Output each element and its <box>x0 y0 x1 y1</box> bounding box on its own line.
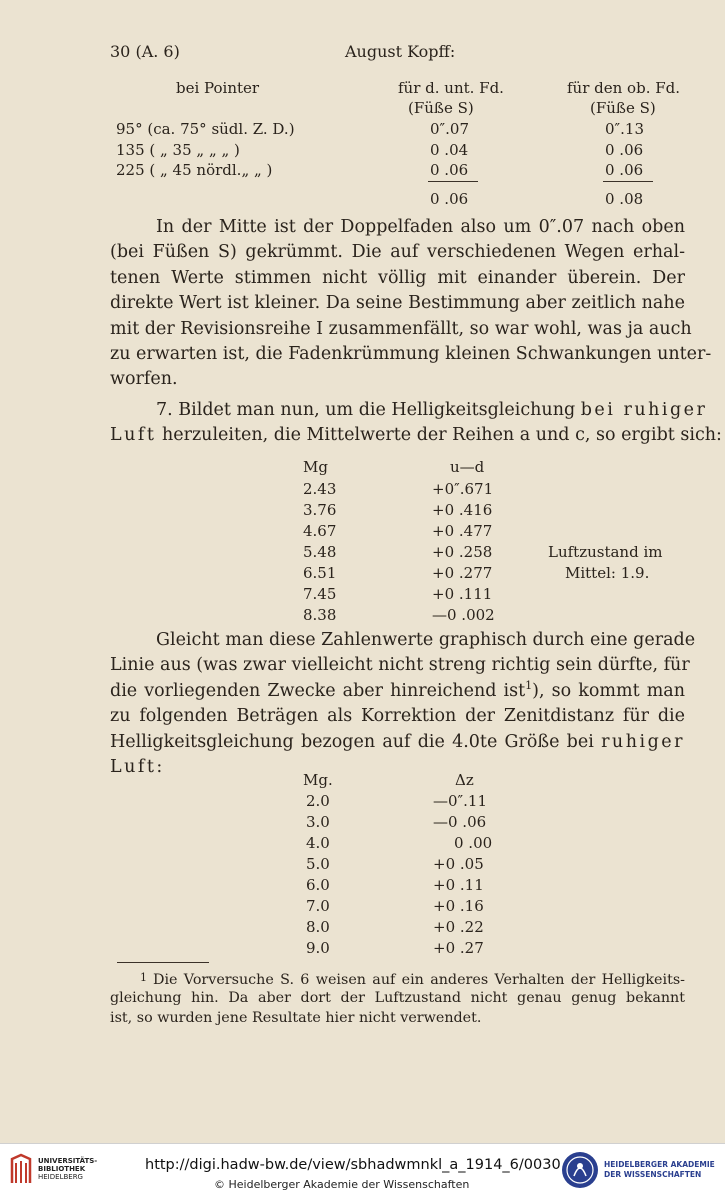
table-cell: 0 .06 <box>605 161 644 179</box>
table-cell: 7.45 <box>303 585 337 603</box>
table-cell: 5.48 <box>303 543 337 561</box>
table-cell: 6.0 <box>306 876 330 894</box>
footnote-ref: 1 <box>525 678 533 692</box>
logo-line: BIBLIOTHEK <box>38 1165 86 1173</box>
table-cell: 8.0 <box>306 918 330 936</box>
spaced-emphasis: bei ruhiger <box>580 400 708 420</box>
library-logo-icon <box>8 1153 34 1185</box>
table-cell: 0 .04 <box>430 141 469 159</box>
logo-line: UNIVERSITÄTS- <box>38 1157 98 1165</box>
table-header-delta-z: Δz <box>455 771 474 789</box>
text-line <box>110 398 708 423</box>
spaced-emphasis: Luft <box>110 425 157 446</box>
text-line: zu erwarten ist, die Fadenkrümmung kleinen Schwankungen unter- <box>110 343 712 364</box>
table-cell: +0 .477 <box>432 522 493 540</box>
text-line: worfen. <box>110 369 178 390</box>
table-row-label: 225 ( „ 45 nördl.„ „ ) <box>116 161 273 179</box>
table-cell: —0 .06 <box>433 813 487 831</box>
table-row-label: 135 ( „ 35 „ „ „ ) <box>116 141 240 159</box>
text-line: In der Mitte ist der Doppelfaden also um 0″.07 nach oben <box>156 217 685 237</box>
academy-seal-icon <box>560 1150 600 1190</box>
table-cell: +0 .11 <box>433 876 484 894</box>
table-cell: 0 .00 <box>454 834 493 852</box>
table-cell: +0 .22 <box>433 918 484 936</box>
table-cell: —0 .002 <box>432 606 495 624</box>
spaced-emphasis: ruhiger <box>601 731 685 752</box>
table-cell: 5.0 <box>306 855 330 873</box>
page-permalink[interactable]: http://digi.hadw-bw.de/view/sbhadwmnkl_a_1914_6/0030 <box>145 1157 561 1173</box>
table-total: 0 .08 <box>605 190 644 208</box>
text-run: die vorliegenden Zwecke aber hinreichend ist <box>110 680 526 701</box>
table-cell: 7.0 <box>306 897 330 915</box>
viewer-footer <box>0 1143 725 1196</box>
text-line: tenen Werte stimmen nicht völlig mit einander überein. Der <box>110 267 685 288</box>
pointer-table-col3-subheader: (Füße S) <box>590 99 656 117</box>
text-run: herzuleiten, die Mittelwerte der Reihen a und c, so ergibt sich: <box>156 425 722 446</box>
table-cell: 3.76 <box>303 501 337 519</box>
library-logo-text <box>38 1157 97 1181</box>
logo-line: HEIDELBERG <box>38 1173 83 1181</box>
table-row-label: 95° (ca. 75° südl. Z. D.) <box>116 120 295 138</box>
table-total: 0 .06 <box>430 190 469 208</box>
pointer-table-col2-subheader: (Füße S) <box>408 99 474 117</box>
table-cell: +0 .277 <box>432 564 493 582</box>
text-run: Die Vorversuche S. 6 weisen auf ein anderes Verhalten der Helligkeits- <box>153 972 685 988</box>
table-note: Luftzustand im <box>548 543 663 561</box>
footnote-mark: 1 <box>140 971 147 984</box>
text-line: Linie aus (was zwar vielleicht nicht streng richtig sein dürfte, für <box>110 655 690 676</box>
table-header-u-d: u—d <box>450 458 485 476</box>
table-cell: 8.38 <box>303 606 337 624</box>
text-line: direkte Wert ist kleiner. Da seine Bestimmung aber zeitlich nahe <box>110 293 685 314</box>
academy-logo-text <box>604 1160 715 1180</box>
table-cell: —0″.11 <box>433 792 488 810</box>
table-cell: +0 .416 <box>432 501 493 519</box>
table-cell: 4.67 <box>303 522 337 540</box>
table-cell: 0 .06 <box>605 141 644 159</box>
running-header-author: August Kopff: <box>345 42 456 61</box>
copyright-notice: © Heidelberger Akademie der Wissenschaften <box>214 1178 470 1191</box>
logo-line: HEIDELBERGER AKADEMIE <box>604 1160 715 1169</box>
table-cell: 6.51 <box>303 564 337 582</box>
sum-rule <box>428 181 478 182</box>
table-note: Mittel: 1.9. <box>565 564 650 582</box>
text-line <box>110 423 722 448</box>
table-cell: +0″.671 <box>432 480 494 498</box>
text-line: ist, so wurden jene Resultate hier nicht verwendet. <box>110 1010 482 1026</box>
text-run: 7. Bildet man nun, um die Helligkeitsgleichung <box>156 400 581 420</box>
pointer-table-col2-header: für d. unt. Fd. <box>398 79 504 97</box>
text-line: mit der Revisionsreihe I zusammenfällt, so war wohl, was ja auch <box>110 318 692 339</box>
table-header-mg: Mg. <box>303 771 333 789</box>
text-run: Helligkeitsgleichung bezogen auf die 4.0te Größe bei <box>110 731 602 752</box>
pointer-table-col3-header: für den ob. Fd. <box>567 79 681 97</box>
table-cell: +0 .111 <box>432 585 493 603</box>
text-run: ), so kommt man <box>532 680 685 701</box>
table-cell: +0 .27 <box>433 939 484 957</box>
text-line: zu folgenden Beträgen als Korrektion der Zenitdistanz für die <box>110 706 685 727</box>
table-cell: 2.0 <box>306 792 330 810</box>
text-line: (bei Füßen S) gekrümmt. Die auf verschiedenen Wegen erhal- <box>110 242 685 263</box>
table-cell: 0″.07 <box>430 120 470 138</box>
table-cell: +0 .05 <box>433 855 484 873</box>
table-header-mg: Mg <box>303 458 328 476</box>
table-cell: 9.0 <box>306 939 330 957</box>
footnote-separator <box>117 962 209 963</box>
table-cell: 0″.13 <box>605 120 645 138</box>
pointer-table-col1-header: bei Pointer <box>176 79 260 97</box>
paragraph-korrektion <box>110 628 696 780</box>
text-line <box>110 968 685 988</box>
sum-rule <box>603 181 653 182</box>
text-line <box>110 755 685 780</box>
running-header-page-number: 30 (A. 6) <box>110 42 180 61</box>
paragraph-fadenkruemmung <box>110 215 712 393</box>
table-cell: 3.0 <box>306 813 330 831</box>
table-cell: 4.0 <box>306 834 330 852</box>
spaced-emphasis: Luft: <box>110 756 165 777</box>
table-cell: 2.43 <box>303 480 337 498</box>
table-cell: +0 .258 <box>432 543 493 561</box>
text-line <box>110 679 685 704</box>
paragraph-section-7 <box>110 398 722 449</box>
text-line <box>110 730 685 755</box>
table-cell: 0 .06 <box>430 161 469 179</box>
text-line: Gleicht man diese Zahlenwerte graphisch durch eine gerade <box>156 630 696 650</box>
text-line: gleichung hin. Da aber dort der Luftzustand nicht genau genug bekannt <box>110 990 685 1006</box>
footnote <box>110 968 685 1028</box>
table-cell: +0 .16 <box>433 897 484 915</box>
logo-line: DER WISSENSCHAFTEN <box>604 1170 702 1179</box>
